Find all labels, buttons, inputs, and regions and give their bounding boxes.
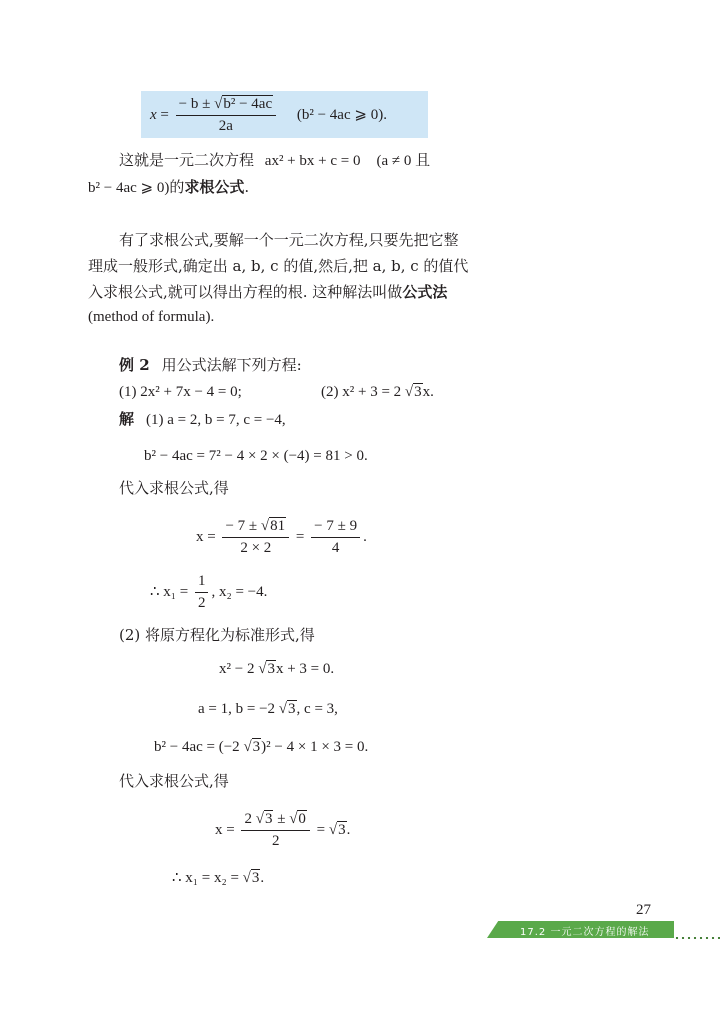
root-formula-1: x = $\frac{- 7 \pm √81}{2 \times 2}$ = $\frac{- 7 \pm 9}{4}$ . bbox=[196, 518, 367, 556]
standard-form-line: x² − 2 √3x + 3 = 0. bbox=[219, 661, 335, 677]
example-title: 用公式法解下列方程: bbox=[161, 356, 302, 374]
formula-denominator: 2a bbox=[218, 118, 233, 134]
intro-line-1: 这就是一元二次方程 ax² + bx + c = 0 (a ≠ 0 且 bbox=[119, 151, 431, 169]
formula-condition: (b² − 4ac ⩾ 0). bbox=[296, 106, 387, 123]
term-formula-method: 公式法 bbox=[402, 283, 448, 301]
footer-dotted-line bbox=[674, 937, 720, 939]
substitute-line-1: 代入求根公式,得 bbox=[119, 479, 229, 497]
para-line-2: 理成一般形式,确定出 a, b, c 的值,然后,把 a, b, c 的值代 bbox=[88, 257, 469, 275]
coefficients-line-2: a = 1, b = −2 √3, c = 3, bbox=[198, 701, 338, 717]
formula-lhs: x bbox=[150, 106, 157, 123]
example-problem-2: (2) x² + 3 = 2 √3x. bbox=[321, 384, 434, 400]
solution-line-1: 解 (1) a = 2, b = 7, c = −4, bbox=[119, 410, 286, 428]
root-formula-2: x = $\frac{2 √3 \pm √0}{2}$ = √3. bbox=[215, 811, 351, 849]
example-problem-1: (1) 2x² + 7x − 4 = 0; bbox=[119, 384, 242, 400]
solution-label: 解 bbox=[119, 410, 135, 428]
example-heading bbox=[119, 358, 302, 373]
substitute-line-2: 代入求根公式,得 bbox=[119, 772, 229, 790]
intro-line-2: b² − 4ac ⩾ 0)的求根公式. bbox=[88, 178, 250, 196]
formula-fraction: $\frac{\text{− b ± √b² − 4ac}}{2a}$ bbox=[176, 96, 276, 135]
discriminant-line-2: b² − 4ac = (−2 √3)² − 4 × 1 × 3 = 0. bbox=[154, 739, 369, 755]
roots-line-1: ∴ x₁ = $\frac{1}{2}$ , x₂ = −4. bbox=[150, 573, 268, 611]
formula-equals: = bbox=[160, 106, 169, 123]
example-label: 例 2 bbox=[119, 356, 150, 374]
page-number: 27 bbox=[636, 902, 651, 918]
term-quadratic-formula: 求根公式 bbox=[184, 178, 245, 196]
section-footer-label: 17.2 一元二次方程的解法 bbox=[520, 927, 650, 938]
formula-radicand: b² − 4ac bbox=[223, 96, 273, 112]
para-line-4: (method of formula). bbox=[88, 309, 215, 325]
roots-line-2: ∴ x₁ = x₂ = √3. bbox=[172, 870, 265, 886]
para-line-3: 入求根公式,就可以得出方程的根. 这种解法叫做公式法 bbox=[88, 283, 448, 301]
discriminant-line-1: b² − 4ac = 7² − 4 × 2 × (−4) = 81 > 0. bbox=[144, 448, 368, 464]
para-line-1: 有了求根公式,要解一个一元二次方程,只要先把它整 bbox=[119, 231, 459, 249]
part-2-heading: (2) 将原方程化为标准形式,得 bbox=[119, 626, 315, 644]
quadratic-formula bbox=[150, 96, 387, 135]
